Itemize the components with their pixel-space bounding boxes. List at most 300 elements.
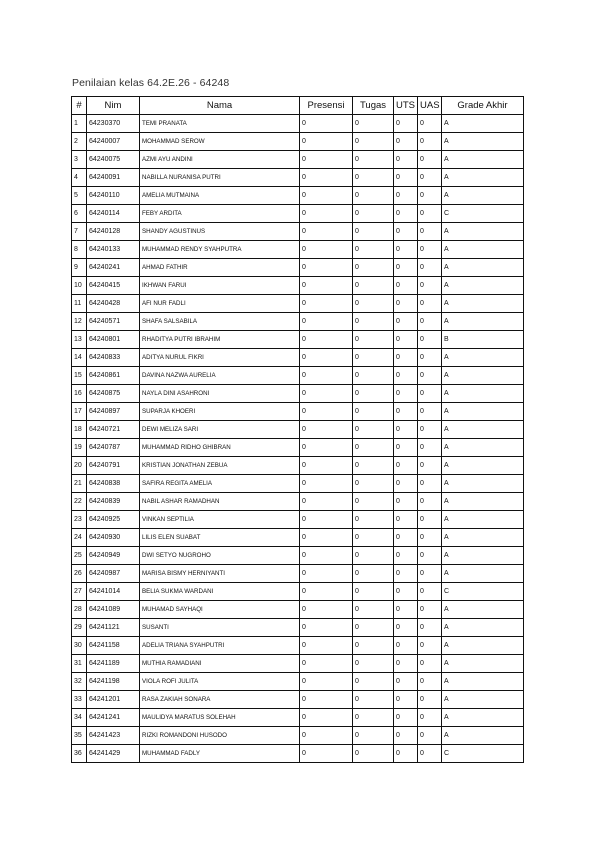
cell-presensi: 0 — [300, 115, 353, 133]
cell-tugas: 0 — [353, 583, 394, 601]
cell-uas: 0 — [418, 331, 442, 349]
table-row — [72, 511, 524, 529]
cell-grade-akhir: A — [442, 637, 524, 655]
table-row — [72, 709, 524, 727]
cell-number: 3 — [72, 151, 87, 169]
cell-grade-akhir: A — [442, 691, 524, 709]
cell-uas: 0 — [418, 205, 442, 223]
cell-tugas: 0 — [353, 223, 394, 241]
cell-grade-akhir: A — [442, 151, 524, 169]
cell-grade-akhir: A — [442, 421, 524, 439]
cell-nim: 64241423 — [87, 727, 140, 745]
table-row — [72, 439, 524, 457]
cell-uts: 0 — [394, 151, 418, 169]
cell-uas: 0 — [418, 709, 442, 727]
cell-uts: 0 — [394, 133, 418, 151]
cell-uas: 0 — [418, 277, 442, 295]
cell-number: 13 — [72, 331, 87, 349]
cell-nama: IKHWAN FARUI — [140, 277, 300, 295]
cell-tugas: 0 — [353, 295, 394, 313]
cell-nama: VINKAN SEPTILIA — [140, 511, 300, 529]
cell-uts: 0 — [394, 241, 418, 259]
cell-nama: SUSANTI — [140, 619, 300, 637]
cell-nim: 64240949 — [87, 547, 140, 565]
cell-presensi: 0 — [300, 511, 353, 529]
cell-grade-akhir: C — [442, 205, 524, 223]
cell-nim: 64240925 — [87, 511, 140, 529]
cell-tugas: 0 — [353, 133, 394, 151]
cell-grade-akhir: A — [442, 295, 524, 313]
cell-tugas: 0 — [353, 169, 394, 187]
table-row — [72, 673, 524, 691]
cell-nim: 64241198 — [87, 673, 140, 691]
cell-number: 15 — [72, 367, 87, 385]
cell-grade-akhir: A — [442, 511, 524, 529]
cell-number: 22 — [72, 493, 87, 511]
header-uts: UTS — [394, 97, 418, 115]
cell-nim: 64241089 — [87, 601, 140, 619]
cell-grade-akhir: C — [442, 745, 524, 763]
cell-uts: 0 — [394, 439, 418, 457]
table-row — [72, 619, 524, 637]
header-nim: Nim — [87, 97, 140, 115]
cell-presensi: 0 — [300, 349, 353, 367]
cell-nama: SHAFA SALSABILA — [140, 313, 300, 331]
cell-uas: 0 — [418, 547, 442, 565]
cell-uts: 0 — [394, 349, 418, 367]
cell-uts: 0 — [394, 115, 418, 133]
cell-number: 2 — [72, 133, 87, 151]
cell-nama: NAYLA DINI ASAHRONI — [140, 385, 300, 403]
cell-nama: MUHAMMAD RIDHO GHIBRAN — [140, 439, 300, 457]
cell-number: 21 — [72, 475, 87, 493]
cell-uts: 0 — [394, 637, 418, 655]
cell-uts: 0 — [394, 583, 418, 601]
table-row — [72, 241, 524, 259]
cell-grade-akhir: B — [442, 331, 524, 349]
cell-number: 6 — [72, 205, 87, 223]
cell-tugas: 0 — [353, 691, 394, 709]
cell-tugas: 0 — [353, 493, 394, 511]
cell-tugas: 0 — [353, 547, 394, 565]
cell-uas: 0 — [418, 349, 442, 367]
cell-presensi: 0 — [300, 277, 353, 295]
cell-uts: 0 — [394, 709, 418, 727]
cell-uas: 0 — [418, 115, 442, 133]
cell-presensi: 0 — [300, 313, 353, 331]
cell-tugas: 0 — [353, 277, 394, 295]
cell-nama: MUHAMAD SAYHAQI — [140, 601, 300, 619]
cell-uas: 0 — [418, 151, 442, 169]
cell-tugas: 0 — [353, 655, 394, 673]
cell-tugas: 0 — [353, 241, 394, 259]
cell-uas: 0 — [418, 673, 442, 691]
cell-tugas: 0 — [353, 313, 394, 331]
table-row — [72, 349, 524, 367]
cell-nim: 64240801 — [87, 331, 140, 349]
cell-grade-akhir: A — [442, 493, 524, 511]
cell-grade-akhir: A — [442, 385, 524, 403]
cell-number: 18 — [72, 421, 87, 439]
cell-presensi: 0 — [300, 241, 353, 259]
cell-nama: MUHAMMAD RENDY SYAHPUTRA — [140, 241, 300, 259]
cell-grade-akhir: A — [442, 673, 524, 691]
cell-nama: VIOLA ROFI JULITA — [140, 673, 300, 691]
cell-presensi: 0 — [300, 367, 353, 385]
table-row — [72, 475, 524, 493]
cell-nama: LILIS ELEN SUABAT — [140, 529, 300, 547]
cell-presensi: 0 — [300, 259, 353, 277]
cell-nama: ADELIA TRIANA SYAHPUTRI — [140, 637, 300, 655]
table-body — [72, 115, 524, 763]
header-number: # — [72, 97, 87, 115]
table-row — [72, 421, 524, 439]
grades-table — [71, 96, 524, 763]
cell-nim: 64240787 — [87, 439, 140, 457]
table-row — [72, 223, 524, 241]
cell-uts: 0 — [394, 313, 418, 331]
cell-presensi: 0 — [300, 439, 353, 457]
header-presensi: Presensi — [300, 97, 353, 115]
cell-grade-akhir: A — [442, 169, 524, 187]
table-row — [72, 277, 524, 295]
cell-nim: 64240861 — [87, 367, 140, 385]
header-grade-akhir: Grade Akhir — [442, 97, 524, 115]
cell-grade-akhir: A — [442, 601, 524, 619]
cell-tugas: 0 — [353, 637, 394, 655]
cell-presensi: 0 — [300, 547, 353, 565]
cell-tugas: 0 — [353, 187, 394, 205]
cell-uas: 0 — [418, 565, 442, 583]
cell-uts: 0 — [394, 655, 418, 673]
cell-number: 16 — [72, 385, 87, 403]
table-row — [72, 547, 524, 565]
table-header — [72, 97, 524, 115]
cell-presensi: 0 — [300, 151, 353, 169]
cell-uts: 0 — [394, 187, 418, 205]
cell-presensi: 0 — [300, 421, 353, 439]
cell-presensi: 0 — [300, 745, 353, 763]
cell-number: 10 — [72, 277, 87, 295]
cell-nim: 64240875 — [87, 385, 140, 403]
cell-tugas: 0 — [353, 601, 394, 619]
cell-nama: AFI NUR FADLI — [140, 295, 300, 313]
cell-uts: 0 — [394, 403, 418, 421]
cell-uts: 0 — [394, 493, 418, 511]
cell-tugas: 0 — [353, 565, 394, 583]
cell-presensi: 0 — [300, 637, 353, 655]
cell-grade-akhir: C — [442, 583, 524, 601]
cell-grade-akhir: A — [442, 403, 524, 421]
cell-nim: 64240128 — [87, 223, 140, 241]
cell-number: 9 — [72, 259, 87, 277]
table-row — [72, 169, 524, 187]
cell-presensi: 0 — [300, 223, 353, 241]
cell-uts: 0 — [394, 673, 418, 691]
cell-uas: 0 — [418, 457, 442, 475]
cell-uas: 0 — [418, 637, 442, 655]
cell-tugas: 0 — [353, 421, 394, 439]
cell-number: 14 — [72, 349, 87, 367]
cell-nim: 64240839 — [87, 493, 140, 511]
table-row — [72, 457, 524, 475]
table-row — [72, 313, 524, 331]
cell-tugas: 0 — [353, 457, 394, 475]
cell-grade-akhir: A — [442, 349, 524, 367]
cell-presensi: 0 — [300, 529, 353, 547]
table-row — [72, 133, 524, 151]
cell-nama: SHANDY AGUSTINUS — [140, 223, 300, 241]
table-row — [72, 403, 524, 421]
cell-number: 5 — [72, 187, 87, 205]
table-row — [72, 331, 524, 349]
table-row — [72, 745, 524, 763]
cell-nama: BELIA SUKMA WARDANI — [140, 583, 300, 601]
cell-uas: 0 — [418, 691, 442, 709]
cell-uas: 0 — [418, 295, 442, 313]
table-row — [72, 637, 524, 655]
cell-nim: 64240428 — [87, 295, 140, 313]
cell-uas: 0 — [418, 385, 442, 403]
cell-number: 20 — [72, 457, 87, 475]
cell-nama: NABIL ASHAR RAMADHAN — [140, 493, 300, 511]
cell-presensi: 0 — [300, 457, 353, 475]
table-row — [72, 367, 524, 385]
cell-nim: 64240133 — [87, 241, 140, 259]
cell-presensi: 0 — [300, 619, 353, 637]
cell-uts: 0 — [394, 295, 418, 313]
cell-number: 17 — [72, 403, 87, 421]
cell-nim: 64230370 — [87, 115, 140, 133]
cell-nim: 64240571 — [87, 313, 140, 331]
cell-grade-akhir: A — [442, 187, 524, 205]
cell-tugas: 0 — [353, 403, 394, 421]
cell-number: 25 — [72, 547, 87, 565]
cell-nim: 64240838 — [87, 475, 140, 493]
cell-number: 35 — [72, 727, 87, 745]
cell-uas: 0 — [418, 493, 442, 511]
cell-nim: 64240791 — [87, 457, 140, 475]
cell-uts: 0 — [394, 565, 418, 583]
cell-uas: 0 — [418, 313, 442, 331]
cell-nim: 64241429 — [87, 745, 140, 763]
cell-uts: 0 — [394, 727, 418, 745]
cell-tugas: 0 — [353, 745, 394, 763]
cell-nama: RIZKI ROMANDONI HUSODO — [140, 727, 300, 745]
cell-number: 26 — [72, 565, 87, 583]
cell-tugas: 0 — [353, 259, 394, 277]
cell-number: 19 — [72, 439, 87, 457]
cell-uts: 0 — [394, 169, 418, 187]
cell-tugas: 0 — [353, 331, 394, 349]
cell-tugas: 0 — [353, 727, 394, 745]
cell-nama: MAULIDYA MARATUS SOLEHAH — [140, 709, 300, 727]
cell-number: 32 — [72, 673, 87, 691]
table-row — [72, 115, 524, 133]
cell-uas: 0 — [418, 529, 442, 547]
cell-nim: 64240091 — [87, 169, 140, 187]
cell-nim: 64240987 — [87, 565, 140, 583]
cell-nama: AZMI AYU ANDINI — [140, 151, 300, 169]
cell-tugas: 0 — [353, 151, 394, 169]
cell-uas: 0 — [418, 187, 442, 205]
cell-tugas: 0 — [353, 709, 394, 727]
cell-grade-akhir: A — [442, 529, 524, 547]
cell-number: 36 — [72, 745, 87, 763]
header-tugas: Tugas — [353, 97, 394, 115]
table-row — [72, 151, 524, 169]
cell-nim: 64240007 — [87, 133, 140, 151]
cell-presensi: 0 — [300, 403, 353, 421]
cell-uas: 0 — [418, 655, 442, 673]
cell-tugas: 0 — [353, 439, 394, 457]
table-row — [72, 385, 524, 403]
cell-grade-akhir: A — [442, 277, 524, 295]
cell-grade-akhir: A — [442, 115, 524, 133]
table-row — [72, 727, 524, 745]
cell-number: 34 — [72, 709, 87, 727]
cell-uts: 0 — [394, 691, 418, 709]
cell-number: 7 — [72, 223, 87, 241]
cell-uas: 0 — [418, 259, 442, 277]
cell-nama: MUTHIA RAMADIANI — [140, 655, 300, 673]
header-row — [72, 97, 524, 115]
cell-uas: 0 — [418, 583, 442, 601]
cell-presensi: 0 — [300, 385, 353, 403]
cell-presensi: 0 — [300, 493, 353, 511]
cell-grade-akhir: A — [442, 727, 524, 745]
cell-uts: 0 — [394, 205, 418, 223]
cell-grade-akhir: A — [442, 565, 524, 583]
cell-nim: 64240110 — [87, 187, 140, 205]
table-row — [72, 205, 524, 223]
cell-number: 33 — [72, 691, 87, 709]
cell-nim: 64241014 — [87, 583, 140, 601]
cell-tugas: 0 — [353, 619, 394, 637]
cell-uas: 0 — [418, 241, 442, 259]
table-row — [72, 529, 524, 547]
table-row — [72, 187, 524, 205]
cell-nama: MARISA BISMY HERNIYANTI — [140, 565, 300, 583]
cell-nim: 64240241 — [87, 259, 140, 277]
cell-uts: 0 — [394, 547, 418, 565]
cell-presensi: 0 — [300, 295, 353, 313]
table-row — [72, 565, 524, 583]
cell-nama: NABILLA NURANISA PUTRI — [140, 169, 300, 187]
cell-grade-akhir: A — [442, 313, 524, 331]
cell-presensi: 0 — [300, 133, 353, 151]
cell-number: 28 — [72, 601, 87, 619]
cell-nim: 64241158 — [87, 637, 140, 655]
cell-presensi: 0 — [300, 655, 353, 673]
cell-grade-akhir: A — [442, 655, 524, 673]
cell-grade-akhir: A — [442, 439, 524, 457]
cell-uas: 0 — [418, 475, 442, 493]
cell-nama: DAVINA NAZWA AURELIA — [140, 367, 300, 385]
table-row — [72, 295, 524, 313]
cell-presensi: 0 — [300, 169, 353, 187]
cell-uts: 0 — [394, 511, 418, 529]
cell-uts: 0 — [394, 421, 418, 439]
cell-presensi: 0 — [300, 331, 353, 349]
cell-uas: 0 — [418, 619, 442, 637]
cell-uas: 0 — [418, 367, 442, 385]
cell-uas: 0 — [418, 727, 442, 745]
cell-grade-akhir: A — [442, 133, 524, 151]
cell-uas: 0 — [418, 133, 442, 151]
cell-tugas: 0 — [353, 205, 394, 223]
cell-nim: 64241201 — [87, 691, 140, 709]
cell-uas: 0 — [418, 169, 442, 187]
cell-uas: 0 — [418, 601, 442, 619]
cell-presensi: 0 — [300, 601, 353, 619]
cell-presensi: 0 — [300, 691, 353, 709]
cell-tugas: 0 — [353, 115, 394, 133]
cell-grade-akhir: A — [442, 709, 524, 727]
cell-presensi: 0 — [300, 727, 353, 745]
cell-number: 31 — [72, 655, 87, 673]
cell-uas: 0 — [418, 421, 442, 439]
cell-number: 8 — [72, 241, 87, 259]
document-title: Penilaian kelas 64.2E.26 - 64248 — [72, 77, 230, 89]
cell-nama: SAFIRA REGITA AMELIA — [140, 475, 300, 493]
table-row — [72, 601, 524, 619]
cell-grade-akhir: A — [442, 367, 524, 385]
cell-grade-akhir: A — [442, 547, 524, 565]
cell-nim: 64241189 — [87, 655, 140, 673]
cell-tugas: 0 — [353, 511, 394, 529]
table-row — [72, 655, 524, 673]
header-nama: Nama — [140, 97, 300, 115]
cell-presensi: 0 — [300, 673, 353, 691]
cell-grade-akhir: A — [442, 223, 524, 241]
cell-nama: FEBY ARDITA — [140, 205, 300, 223]
table-row — [72, 583, 524, 601]
table-row — [72, 259, 524, 277]
cell-number: 1 — [72, 115, 87, 133]
cell-uts: 0 — [394, 745, 418, 763]
cell-tugas: 0 — [353, 529, 394, 547]
cell-grade-akhir: A — [442, 475, 524, 493]
cell-uts: 0 — [394, 385, 418, 403]
cell-nim: 64240897 — [87, 403, 140, 421]
header-uas: UAS — [418, 97, 442, 115]
cell-grade-akhir: A — [442, 619, 524, 637]
cell-grade-akhir: A — [442, 457, 524, 475]
cell-tugas: 0 — [353, 385, 394, 403]
cell-number: 12 — [72, 313, 87, 331]
cell-presensi: 0 — [300, 709, 353, 727]
cell-number: 4 — [72, 169, 87, 187]
table-row — [72, 493, 524, 511]
cell-nama: MUHAMMAD FADLY — [140, 745, 300, 763]
cell-nama: SUPARJA KHOERI — [140, 403, 300, 421]
cell-presensi: 0 — [300, 205, 353, 223]
cell-tugas: 0 — [353, 475, 394, 493]
cell-uas: 0 — [418, 439, 442, 457]
cell-grade-akhir: A — [442, 241, 524, 259]
cell-nama: DEWI MELIZA SARI — [140, 421, 300, 439]
cell-number: 24 — [72, 529, 87, 547]
cell-nama: AHMAD FATHIR — [140, 259, 300, 277]
cell-number: 27 — [72, 583, 87, 601]
cell-presensi: 0 — [300, 565, 353, 583]
cell-nim: 64240930 — [87, 529, 140, 547]
table-row — [72, 691, 524, 709]
cell-nama: MOHAMMAD SEROW — [140, 133, 300, 151]
cell-uts: 0 — [394, 529, 418, 547]
cell-uas: 0 — [418, 223, 442, 241]
